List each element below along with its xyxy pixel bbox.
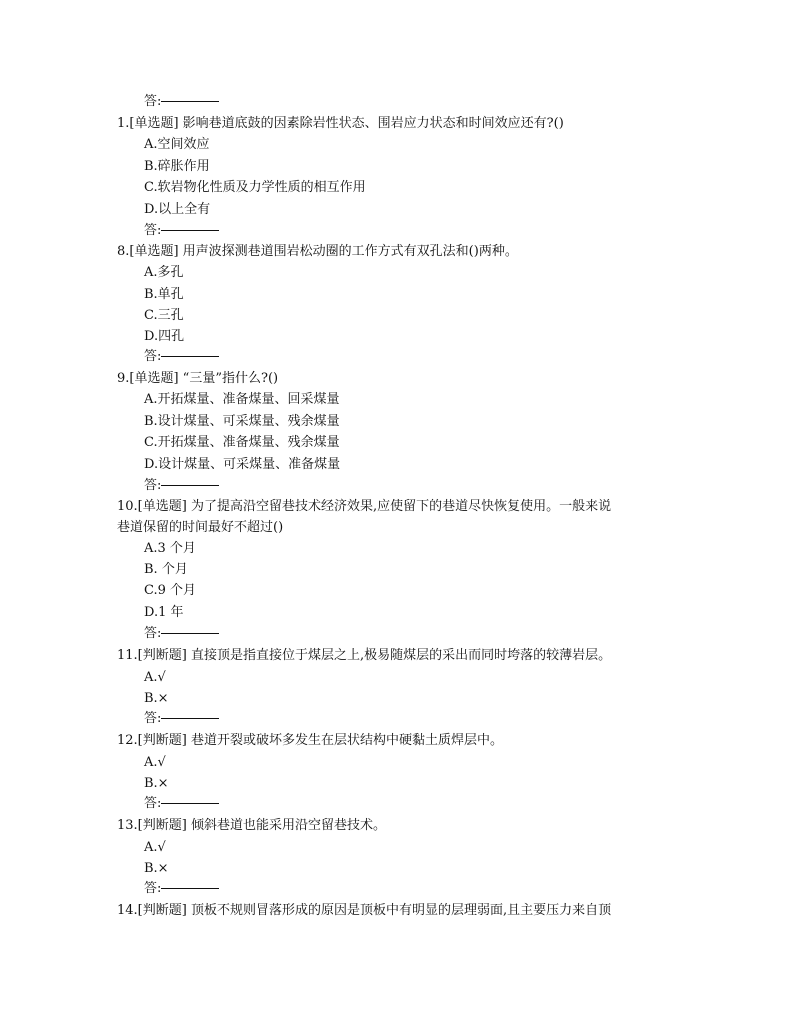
question-text: 1.[单选题] 影响巷道底鼓的因素除岩性状态、围岩应力状态和时间效应还有?()	[117, 116, 564, 131]
option: A.3 个月	[144, 541, 196, 556]
question-text-continued: 巷道保留的时间最好不超过()	[117, 520, 284, 535]
option: D.1 年	[144, 605, 184, 620]
answer-label: 答:	[144, 223, 162, 238]
answer-line	[144, 92, 219, 112]
answer-blank	[161, 888, 219, 889]
option: C.开拓煤量、准备煤量、残余煤量	[144, 435, 340, 450]
answer-blank	[161, 356, 219, 357]
answer-line	[144, 347, 219, 367]
answer-label: 答:	[144, 626, 162, 641]
answer-line	[144, 794, 219, 814]
answer-line	[144, 624, 219, 644]
answer-label: 答:	[144, 478, 162, 493]
answer-line	[144, 709, 219, 729]
answer-label: 答:	[144, 711, 162, 726]
answer-blank	[161, 718, 219, 719]
option: B.×	[144, 691, 169, 706]
option: B.碎胀作用	[144, 159, 210, 174]
answer-blank	[161, 485, 219, 486]
answer-blank	[161, 633, 219, 634]
option: B.×	[144, 861, 169, 876]
answer-line	[144, 476, 219, 496]
answer-label: 答:	[144, 94, 162, 109]
option: B.设计煤量、可采煤量、残余煤量	[144, 414, 340, 429]
option: A.空间效应	[144, 137, 210, 152]
option: A.√	[144, 840, 166, 855]
option: A.多孔	[144, 265, 184, 280]
answer-line	[144, 879, 219, 899]
question-text: 12.[判断题] 巷道开裂或破坏多发生在层状结构中硬黏土质焊层中。	[117, 733, 503, 748]
option: A.√	[144, 755, 166, 770]
answer-blank	[161, 230, 219, 231]
answer-label: 答:	[144, 349, 162, 364]
answer-blank	[161, 803, 219, 804]
answer-label: 答:	[144, 796, 162, 811]
answer-label: 答:	[144, 881, 162, 896]
option: C.9 个月	[144, 583, 197, 598]
question-text: 8.[单选题] 用声波探测巷道围岩松动圈的工作方式有双孔法和()两种。	[117, 244, 518, 259]
question-text: 9.[单选题] “三量”指什么?()	[117, 371, 279, 386]
option: D.设计煤量、可采煤量、准备煤量	[144, 457, 341, 472]
option: D.四孔	[144, 329, 185, 344]
option: C.软岩物化性质及力学性质的相互作用	[144, 180, 366, 195]
option: C.三孔	[144, 308, 184, 323]
option: B.×	[144, 776, 169, 791]
answer-blank	[161, 101, 219, 102]
question-text: 14.[判断题] 顶板不规则冒落形成的原因是顶板中有明显的层理弱面,且主要压力来自顶	[117, 903, 612, 918]
question-text: 13.[判断题] 倾斜巷道也能采用沿空留巷技术。	[117, 818, 386, 833]
answer-line	[144, 221, 219, 241]
question-text: 11.[判断题] 直接顶是指直接位于煤层之上,极易随煤层的采出而同时垮落的较薄岩层。	[117, 648, 612, 663]
option: A.√	[144, 670, 166, 685]
option: D.以上全有	[144, 202, 211, 217]
option: B.单孔	[144, 287, 184, 302]
question-text: 10.[单选题] 为了提高沿空留巷技术经济效果,应使留下的巷道尽快恢复使用。一般来说	[117, 499, 612, 514]
option: B. 个月	[144, 562, 188, 577]
option: A.开拓煤量、准备煤量、回采煤量	[144, 392, 340, 407]
